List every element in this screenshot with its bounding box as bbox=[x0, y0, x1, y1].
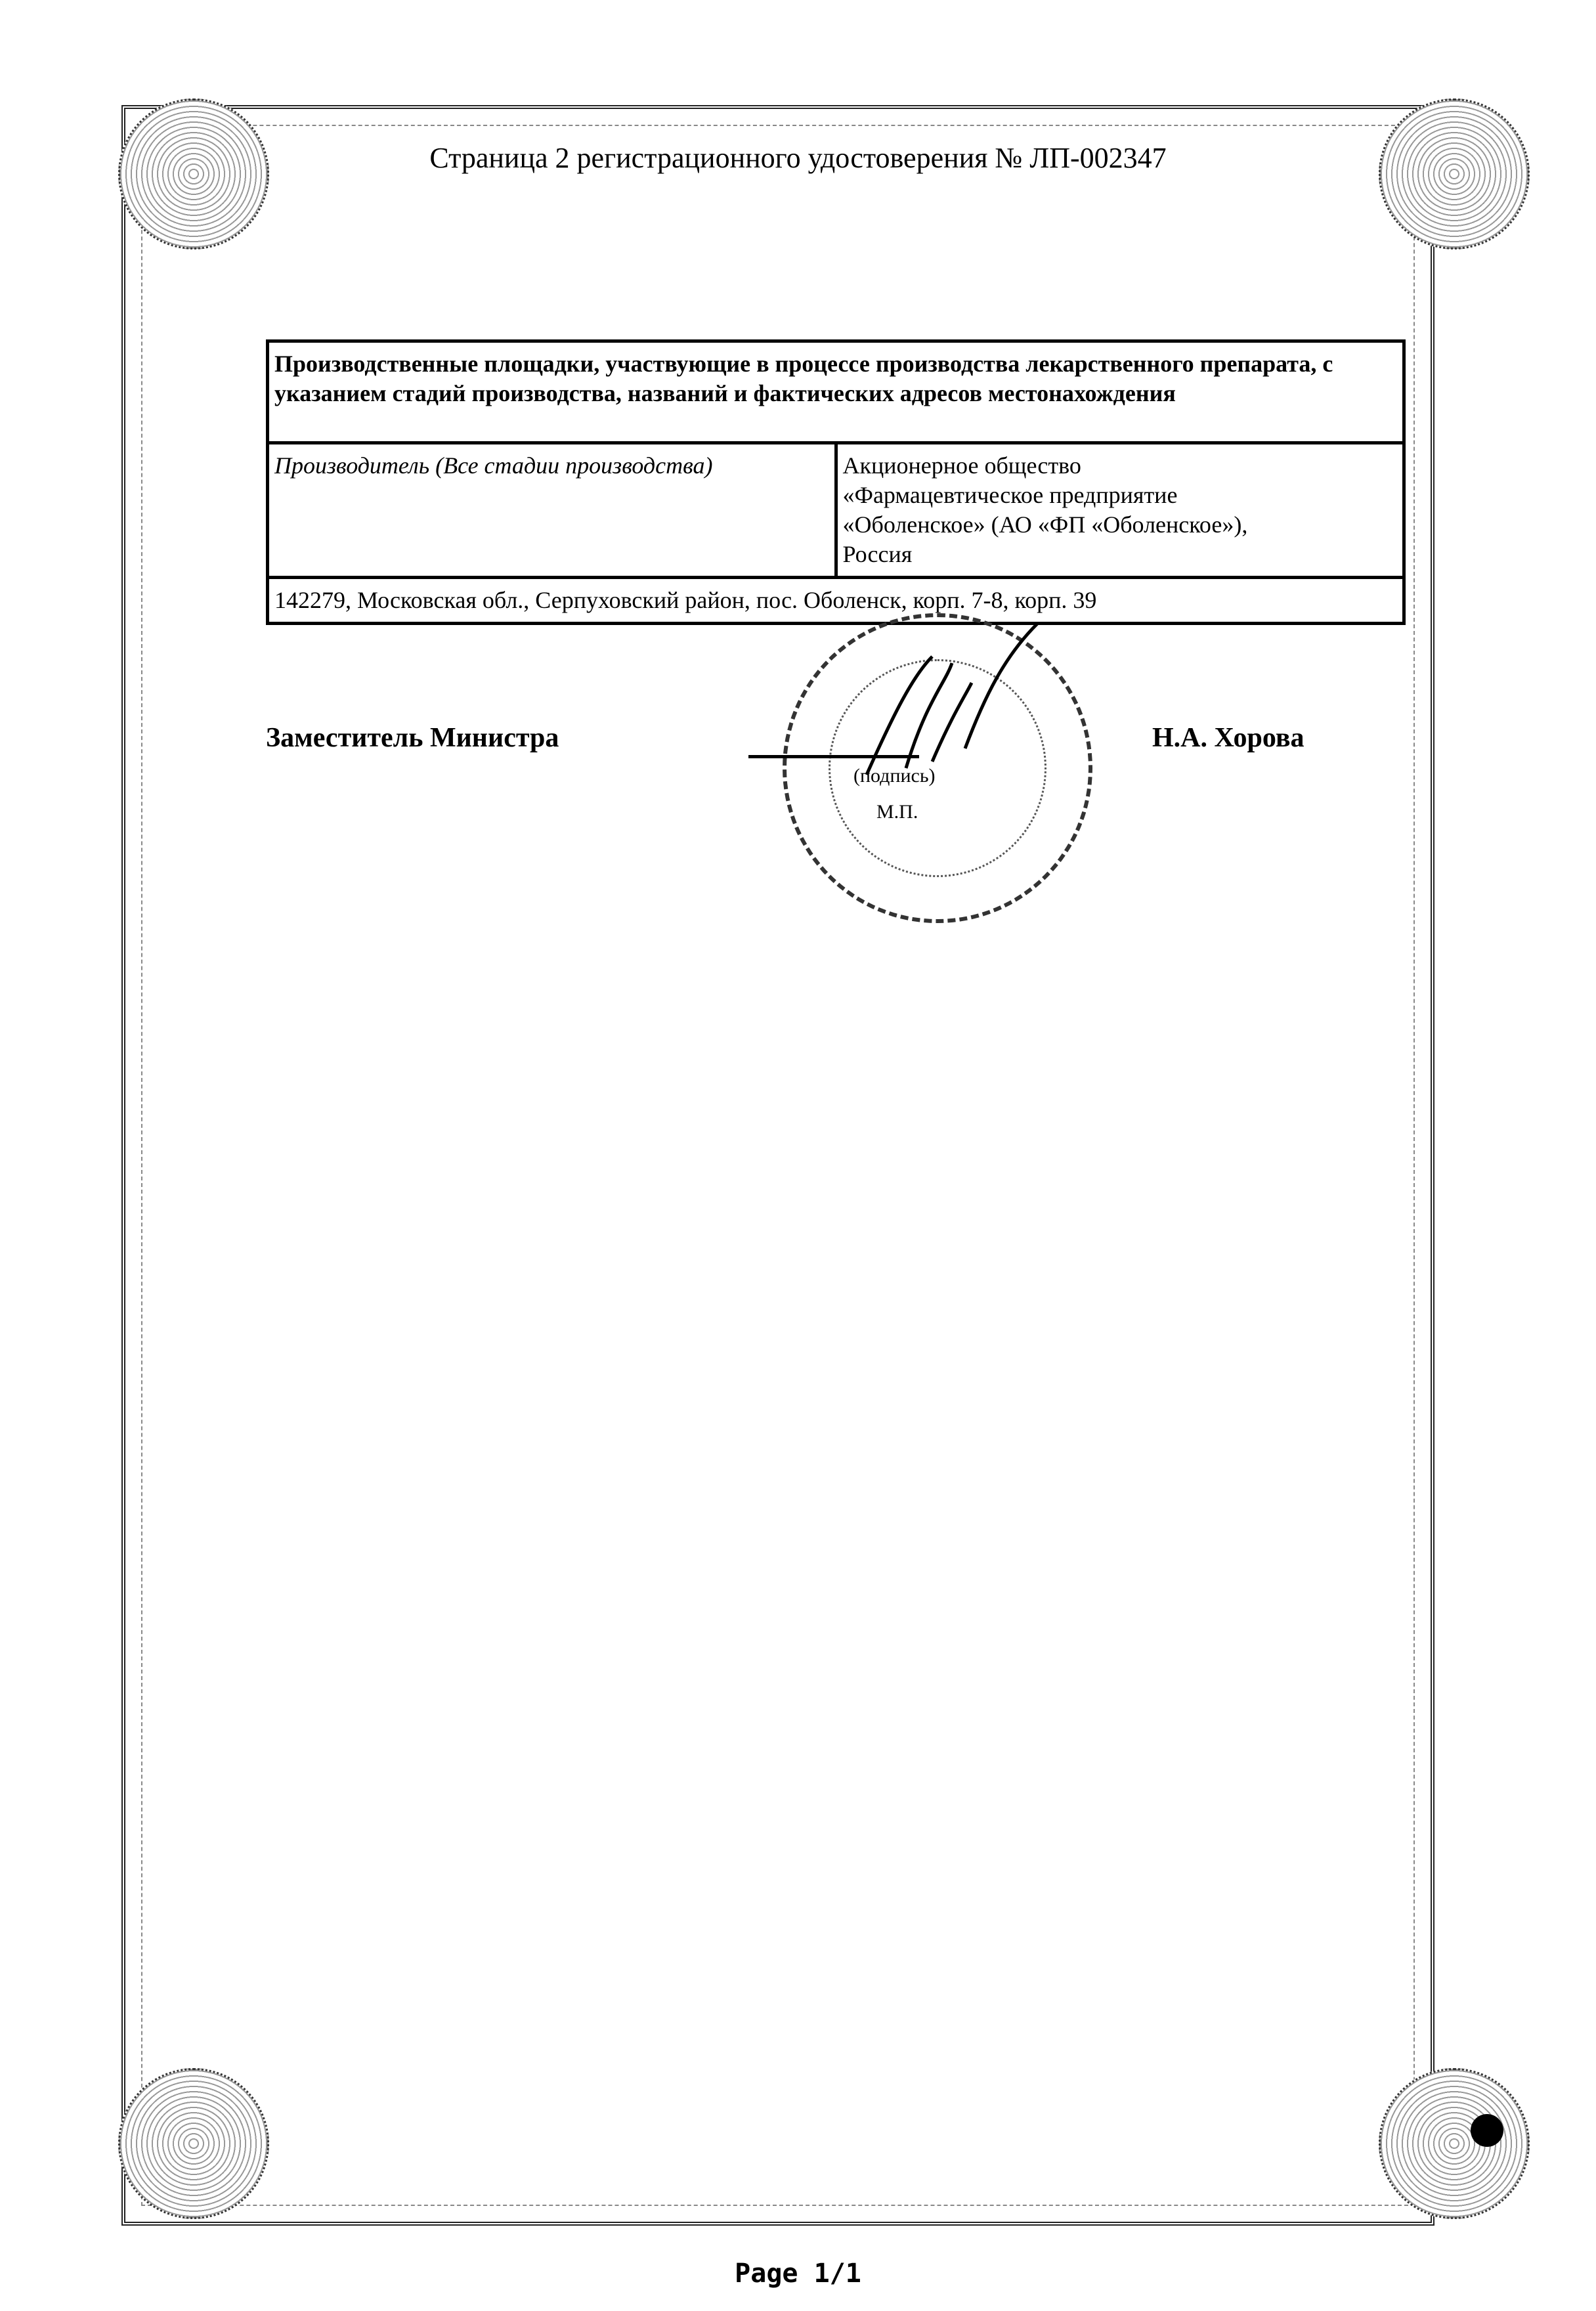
signatory-name: Н.А. Хорова bbox=[1152, 723, 1305, 753]
table-heading: Производственные площадки, участвующие в процессе производства лекарственного препарата, с указанием стадий производства, названий и фактических адресов местонахождения bbox=[268, 341, 1404, 443]
page-title: Страница 2 регистрационного удостоверения № ЛП-002347 bbox=[429, 142, 1167, 174]
company-line: «Фармацевтическое предприятие bbox=[842, 482, 1178, 508]
page-number: Page 1/1 bbox=[735, 2258, 861, 2289]
signature-line bbox=[748, 755, 919, 758]
handwritten-signature bbox=[853, 617, 1050, 788]
manufacturer-address: 142279, Московская обл., Серпуховский район, пос. Оболенск, корп. 7-8, корп. 39 bbox=[268, 578, 1404, 624]
corner-ornament-icon bbox=[1379, 2068, 1530, 2219]
signatory-position: Заместитель Министра bbox=[266, 723, 559, 753]
manufacturer-name bbox=[836, 443, 1404, 578]
seal-label: М.П. bbox=[876, 801, 918, 823]
signature-caption: (подпись) bbox=[853, 765, 936, 787]
company-line: Акционерное общество bbox=[842, 452, 1081, 479]
company-line: Россия bbox=[842, 541, 913, 567]
corner-ornament-icon bbox=[118, 2068, 269, 2219]
manufacturing-sites-table bbox=[266, 339, 1406, 625]
company-line: «Оболенское» (АО «ФП «Оболенское»), bbox=[842, 511, 1248, 538]
punch-hole-mark bbox=[1471, 2114, 1503, 2147]
manufacturer-role: Производитель (Все стадии производства) bbox=[268, 443, 836, 578]
